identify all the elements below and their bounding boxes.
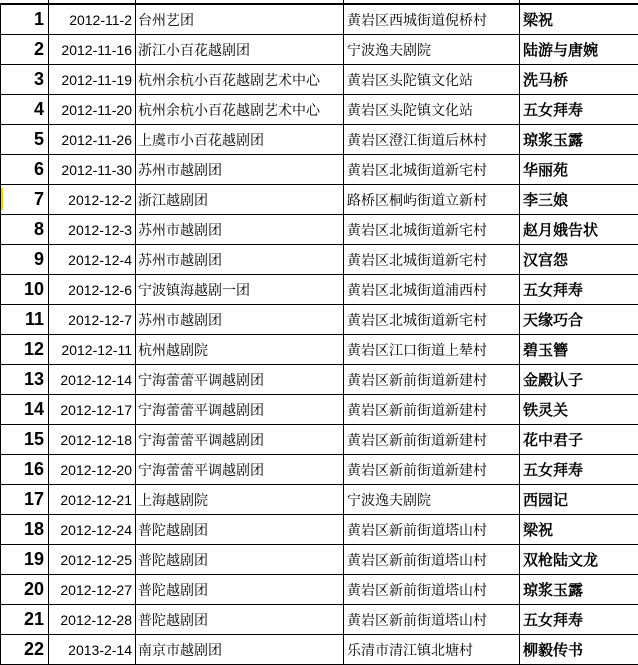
table-row[interactable]	[1, 305, 638, 335]
troupe-cell[interactable]: 杭州余杭小百花越剧艺术中心	[136, 65, 344, 95]
table-row[interactable]	[1, 155, 638, 185]
venue-cell[interactable]: 黄岩区北城街道新宅村	[344, 305, 520, 335]
venue-cell[interactable]: 黄岩区江口街道上辇村	[344, 335, 520, 365]
venue-cell[interactable]: 黄岩区北城街道浦西村	[344, 275, 520, 305]
table-row[interactable]	[1, 35, 638, 65]
venue-cell[interactable]: 宁波逸夫剧院	[344, 485, 520, 515]
date-cell[interactable]: 2012-12-7	[49, 305, 136, 335]
row-number-cell[interactable]: 1	[1, 5, 49, 35]
troupe-cell[interactable]: 南京市越剧团	[136, 635, 344, 665]
venue-cell[interactable]: 黄岩区西城街道倪桥村	[344, 5, 520, 35]
show-cell[interactable]: 李三娘	[520, 185, 638, 215]
show-cell[interactable]: 赵月娥告状	[520, 215, 638, 245]
table-row[interactable]	[1, 395, 638, 425]
troupe-cell[interactable]: 宁海蕾蕾平调越剧团	[136, 425, 344, 455]
show-cell[interactable]: 梁祝	[520, 5, 638, 35]
venue-cell[interactable]: 黄岩区新前街道塔山村	[344, 575, 520, 605]
show-cell[interactable]: 五女拜寿	[520, 275, 638, 305]
date-cell[interactable]: 2012-11-30	[49, 155, 136, 185]
troupe-cell[interactable]: 上海越剧院	[136, 485, 344, 515]
date-cell[interactable]: 2013-2-14	[49, 635, 136, 665]
row-number-cell[interactable]: 10	[1, 275, 49, 305]
table-row[interactable]	[1, 125, 638, 155]
date-cell[interactable]: 2012-12-14	[49, 365, 136, 395]
show-cell[interactable]: 金殿认子	[520, 365, 638, 395]
table-row[interactable]	[1, 545, 638, 575]
table-row[interactable]	[1, 605, 638, 635]
troupe-cell[interactable]: 苏州市越剧团	[136, 305, 344, 335]
table-row[interactable]	[1, 215, 638, 245]
row-number-cell[interactable]: 22	[1, 635, 49, 665]
troupe-cell[interactable]: 杭州余杭小百花越剧艺术中心	[136, 95, 344, 125]
show-cell[interactable]: 梁祝	[520, 515, 638, 545]
row-number-cell[interactable]: 2	[1, 35, 49, 65]
date-cell[interactable]: 2012-12-11	[49, 335, 136, 365]
row-number-cell[interactable]: 9	[1, 245, 49, 275]
table-row[interactable]	[1, 515, 638, 545]
show-cell[interactable]: 五女拜寿	[520, 95, 638, 125]
table-row[interactable]	[1, 335, 638, 365]
show-cell[interactable]: 陆游与唐婉	[520, 35, 638, 65]
troupe-cell[interactable]: 杭州越剧院	[136, 335, 344, 365]
table-row[interactable]	[1, 95, 638, 125]
table-row[interactable]	[1, 485, 638, 515]
show-cell[interactable]: 琼浆玉露	[520, 575, 638, 605]
row-number-cell[interactable]: 5	[1, 125, 49, 155]
row-number-cell[interactable]: 7	[1, 185, 49, 215]
show-cell[interactable]: 琼浆玉露	[520, 125, 638, 155]
date-cell[interactable]: 2012-11-2	[49, 5, 136, 35]
show-cell[interactable]: 洗马桥	[520, 65, 638, 95]
date-cell[interactable]: 2012-12-17	[49, 395, 136, 425]
date-cell[interactable]: 2012-12-18	[49, 425, 136, 455]
table-row[interactable]	[1, 455, 638, 485]
troupe-cell[interactable]: 苏州市越剧团	[136, 155, 344, 185]
venue-cell[interactable]: 黄岩区新前街道新建村	[344, 425, 520, 455]
row-number-cell[interactable]: 19	[1, 545, 49, 575]
row-number-cell[interactable]: 18	[1, 515, 49, 545]
troupe-cell[interactable]: 宁海蕾蕾平调越剧团	[136, 365, 344, 395]
troupe-cell[interactable]: 宁波镇海越剧一团	[136, 275, 344, 305]
venue-cell[interactable]: 宁波逸夫剧院	[344, 35, 520, 65]
troupe-cell[interactable]: 宁海蕾蕾平调越剧团	[136, 395, 344, 425]
date-cell[interactable]: 2012-12-25	[49, 545, 136, 575]
date-cell[interactable]: 2012-12-20	[49, 455, 136, 485]
date-cell[interactable]: 2012-12-3	[49, 215, 136, 245]
table-row[interactable]	[1, 425, 638, 455]
troupe-cell[interactable]: 普陀越剧团	[136, 605, 344, 635]
row-number-cell[interactable]: 13	[1, 365, 49, 395]
show-cell[interactable]: 五女拜寿	[520, 455, 638, 485]
date-cell[interactable]: 2012-12-27	[49, 575, 136, 605]
show-cell[interactable]: 双枪陆文龙	[520, 545, 638, 575]
venue-cell[interactable]: 黄岩区新前街道新建村	[344, 455, 520, 485]
troupe-cell[interactable]: 普陀越剧团	[136, 575, 344, 605]
row-number-cell[interactable]: 12	[1, 335, 49, 365]
date-cell[interactable]: 2012-12-6	[49, 275, 136, 305]
performance-table	[0, 4, 638, 665]
table-row[interactable]	[1, 65, 638, 95]
venue-cell[interactable]: 路桥区桐屿街道立新村	[344, 185, 520, 215]
troupe-cell[interactable]: 苏州市越剧团	[136, 245, 344, 275]
row-number-cell[interactable]: 16	[1, 455, 49, 485]
venue-cell[interactable]: 黄岩区头陀镇文化站	[344, 65, 520, 95]
table-row[interactable]	[1, 245, 638, 275]
show-cell[interactable]: 天缘巧合	[520, 305, 638, 335]
troupe-cell[interactable]: 浙江小百花越剧团	[136, 35, 344, 65]
venue-cell[interactable]: 黄岩区北城街道新宅村	[344, 245, 520, 275]
date-cell[interactable]: 2012-12-2	[49, 185, 136, 215]
date-cell[interactable]: 2012-11-20	[49, 95, 136, 125]
troupe-cell[interactable]: 普陀越剧团	[136, 515, 344, 545]
show-cell[interactable]: 汉宫怨	[520, 245, 638, 275]
date-cell[interactable]: 2012-12-21	[49, 485, 136, 515]
table-row[interactable]	[1, 5, 638, 35]
venue-cell[interactable]: 黄岩区澄江街道后林村	[344, 125, 520, 155]
venue-cell[interactable]: 乐清市清江镇北塘村	[344, 635, 520, 665]
table-row[interactable]	[1, 185, 638, 215]
row-number-cell[interactable]: 14	[1, 395, 49, 425]
troupe-cell[interactable]: 普陀越剧团	[136, 545, 344, 575]
show-cell[interactable]: 华丽苑	[520, 155, 638, 185]
troupe-cell[interactable]: 上虞市小百花越剧团	[136, 125, 344, 155]
venue-cell[interactable]: 黄岩区新前街道塔山村	[344, 545, 520, 575]
troupe-cell[interactable]: 台州艺团	[136, 5, 344, 35]
show-cell[interactable]: 五女拜寿	[520, 605, 638, 635]
row-number-cell[interactable]: 4	[1, 95, 49, 125]
troupe-cell[interactable]: 宁海蕾蕾平调越剧团	[136, 455, 344, 485]
venue-cell[interactable]: 黄岩区新前街道新建村	[344, 395, 520, 425]
show-cell[interactable]: 铁灵关	[520, 395, 638, 425]
venue-cell[interactable]: 黄岩区北城街道新宅村	[344, 155, 520, 185]
table-row[interactable]	[1, 365, 638, 395]
row-number-cell[interactable]: 15	[1, 425, 49, 455]
show-cell[interactable]: 西园记	[520, 485, 638, 515]
venue-cell[interactable]: 黄岩区北城街道新宅村	[344, 215, 520, 245]
show-cell[interactable]: 花中君子	[520, 425, 638, 455]
venue-cell[interactable]: 黄岩区新前街道塔山村	[344, 515, 520, 545]
date-cell[interactable]: 2012-11-19	[49, 65, 136, 95]
date-cell[interactable]: 2012-12-24	[49, 515, 136, 545]
row-number-cell[interactable]: 17	[1, 485, 49, 515]
troupe-cell[interactable]: 苏州市越剧团	[136, 215, 344, 245]
troupe-cell[interactable]: 浙江越剧团	[136, 185, 344, 215]
show-cell[interactable]: 碧玉簪	[520, 335, 638, 365]
date-cell[interactable]: 2012-11-16	[49, 35, 136, 65]
row-number-cell[interactable]: 11	[1, 305, 49, 335]
show-cell[interactable]: 柳毅传书	[520, 635, 638, 665]
row-number-cell[interactable]: 21	[1, 605, 49, 635]
date-cell[interactable]: 2012-11-26	[49, 125, 136, 155]
table-row[interactable]	[1, 575, 638, 605]
row-number-cell[interactable]: 3	[1, 65, 49, 95]
venue-cell[interactable]: 黄岩区头陀镇文化站	[344, 95, 520, 125]
date-cell[interactable]: 2012-12-4	[49, 245, 136, 275]
table-row[interactable]	[1, 275, 638, 305]
venue-cell[interactable]: 黄岩区新前街道塔山村	[344, 605, 520, 635]
row-number-cell[interactable]: 8	[1, 215, 49, 245]
venue-cell[interactable]: 黄岩区新前街道新建村	[344, 365, 520, 395]
date-cell[interactable]: 2012-12-28	[49, 605, 136, 635]
row-number-cell[interactable]: 20	[1, 575, 49, 605]
row-number-cell[interactable]: 6	[1, 155, 49, 185]
table-row[interactable]	[1, 635, 638, 665]
